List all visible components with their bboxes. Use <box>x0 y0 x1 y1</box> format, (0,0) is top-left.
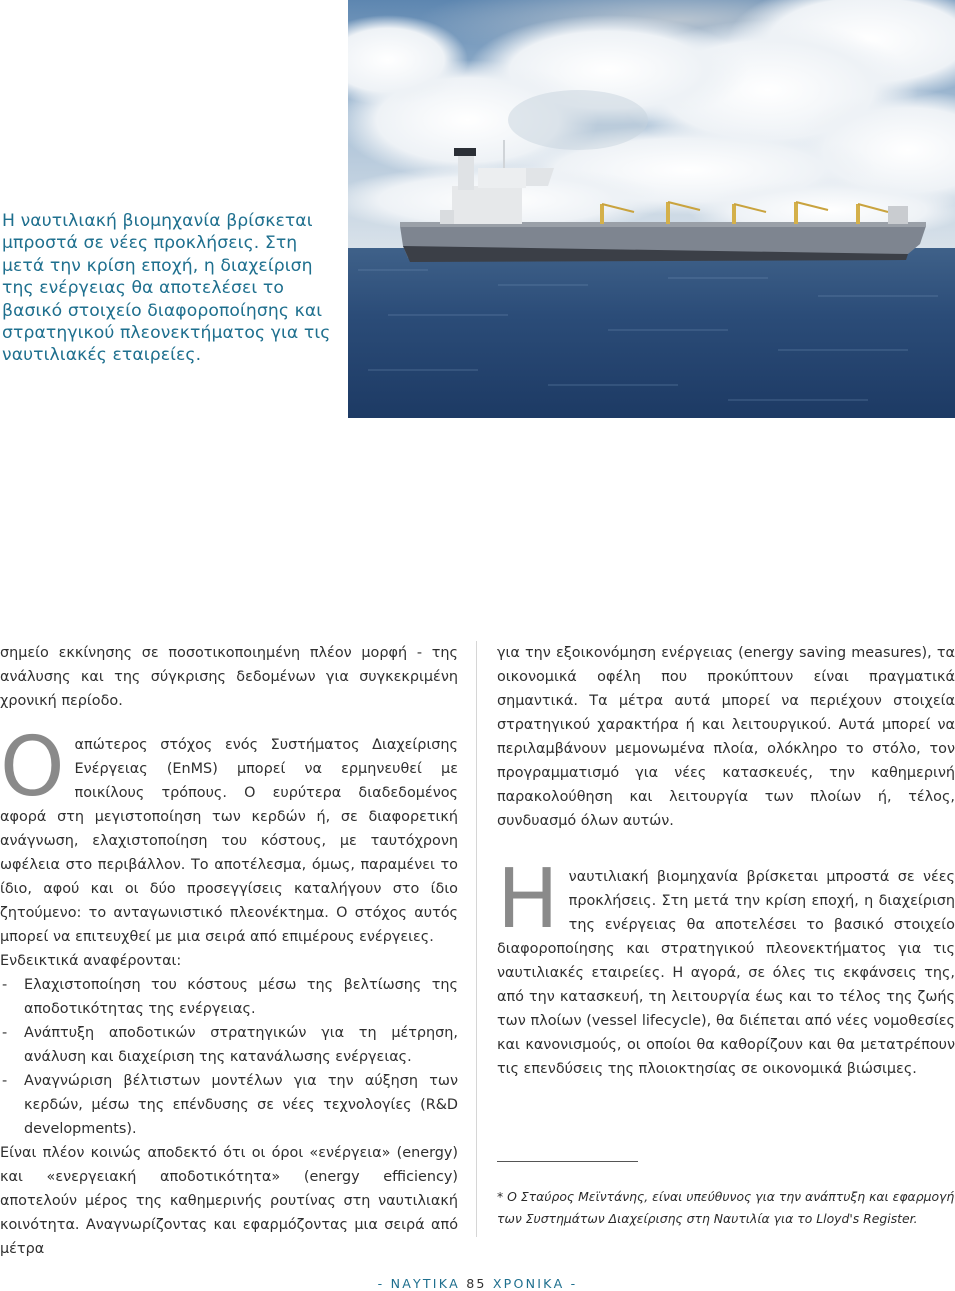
page-number: 85 <box>466 1276 487 1291</box>
drop-cap-eta: Η <box>497 852 559 947</box>
bullet-list <box>0 973 458 1141</box>
list-item: - Ελαχιστοποίηση του κόστους μέσω της βελτίωσης της αποδοτικότητας της ενέργειας. <box>0 973 458 1021</box>
author-footnote: * Ο Σταύρος Μεϊντάνης, είναι υπεύθυνος για την ανάπτυξη και εφαρμογή των Συστημάτων Διαχείρισης στη Ναυτιλία για το Lloyd's Register. <box>497 1189 955 1226</box>
left-column <box>0 641 458 1261</box>
right-paragraph-2: ναυτιλιακή βιομηχανία βρίσκεται μπροστά σε νέες προκλήσεις. Στη μετά την κρίση εποχή, η διαχείριση της ενέργειας θα αποτελέσει το βασικό στοιχείο διαφοροποίησης και στρατηγικού πλεονεκτήματος για τις ναυτιλιακές εταιρείες. Η αγορά, σε όλες τις εκφάνσεις της, από την κατασκευή, τη λειτουργία έως και το τέλος της ζωής των πλοίων (vessel lifecycle), θα διέπεται από νέες νομοθεσίες και κανονισμούς, οι οποίοι θα καθορίζουν και θα μετατρέπουν τις επενδύσεις της πλοιοκτησίας σε οικονομικά βιώσιμες. <box>497 869 955 1077</box>
page-footer <box>0 1276 955 1291</box>
footer-magazine-right: ΧΡΟΝΙΚΑ - <box>492 1276 578 1291</box>
drop-cap-o: Ο <box>0 720 65 815</box>
pull-quote: Η ναυτιλιακή βιομηχανία βρίσκεται μπροστά σε νέες προκλήσεις. Στη μετά την κρίση εποχή, η διαχείριση της ενέργειας θα αποτελέσει το βασικό στοιχείο διαφοροποίησης και στρατηγικού πλεονεκτήματος για τις ναυτιλιακές εταιρείες. <box>2 211 331 366</box>
right-column <box>497 641 955 1081</box>
footnote-rule <box>497 1161 638 1162</box>
list-intro: Ενδεικτικά αναφέρονται: <box>0 953 182 969</box>
left-paragraph-1: απώτερος στόχος ενός Συστήματος Διαχείρισης Ενέργειας (EnMS) μπορεί να ερμηνευθεί με ποικίλους τρόπους. Ο ευρύτερα διαδεδομένος αφορά στη μεγιστοποίηση των κερδών ή, σε διαφορετική ανάγνωση, ελαχιστοποίηση του κόστους, με ταυτόχρονη ωφέλεια στο περιβάλλον. Το αποτέλεσμα, όμως, παραμένει το ίδιο, αφού και οι δύο προσεγγίσεις καταλήγουν στο ίδιο ζητούμενο: το ανταγωνιστικό πλεονέκτημα. Ο στόχος αυτός μπορεί να επιτευχθεί με μια σειρά από επιμέρους ενέργειες. <box>0 737 458 945</box>
list-item: - Ανάπτυξη αποδοτικών στρατηγικών για τη μέτρηση, ανάλυση και διαχείριση της κατανάλωσης ενέργειας. <box>0 1021 458 1069</box>
list-item: - Αναγνώριση βέλτιστων μοντέλων για την αύξηση των κερδών, μέσω της επένδυσης σε νέες τεχνολογίες (R&D developments). <box>0 1069 458 1141</box>
footer-magazine-left: - ΝΑΥΤΙΚΑ <box>377 1276 460 1291</box>
left-intro-paragraph: σημείο εκκίνησης σε ποσοτικοποιημένη πλέον μορφή - της ανάλυσης και της σύγκρισης δεδομένων για συγκεκριμένη χρονική περίοδο. <box>0 645 458 709</box>
right-paragraph-1: για την εξοικονόμηση ενέργειας (energy saving measures), τα οικονομικά οφέλη που προκύπτουν είναι πραγματικά σημαντικά. Τα μέτρα αυτά μπορεί να περιέχουν στοιχεία στρατηγικού χαρακτήρα ή και λειτουργικού. Αυτά μπορεί να περιλαμβάνουν μεμονωμένα πλοία, ολόκληρο το στόλο, τον προγραμματισμό για νέες κατασκευές, την καθημερινή παρακολούθηση και λειτουργία των πλοίων ή, τέλος, συνδυασμό όλων αυτών. <box>497 645 955 829</box>
column-divider <box>476 641 477 1237</box>
left-paragraph-2: Είναι πλέον κοινώς αποδεκτό ότι οι όροι «ενέργεια» (energy) και «ενεργειακή αποδοτικότητα» (energy efficiency) αποτελούν μέρος της καθημερινής ρουτίνας στη ναυτιλιακή κοινότητα. Αναγνωρίζοντας και εφαρμόζοντας μια σειρά από μέτρα <box>0 1145 458 1257</box>
ship-photo <box>348 0 955 418</box>
